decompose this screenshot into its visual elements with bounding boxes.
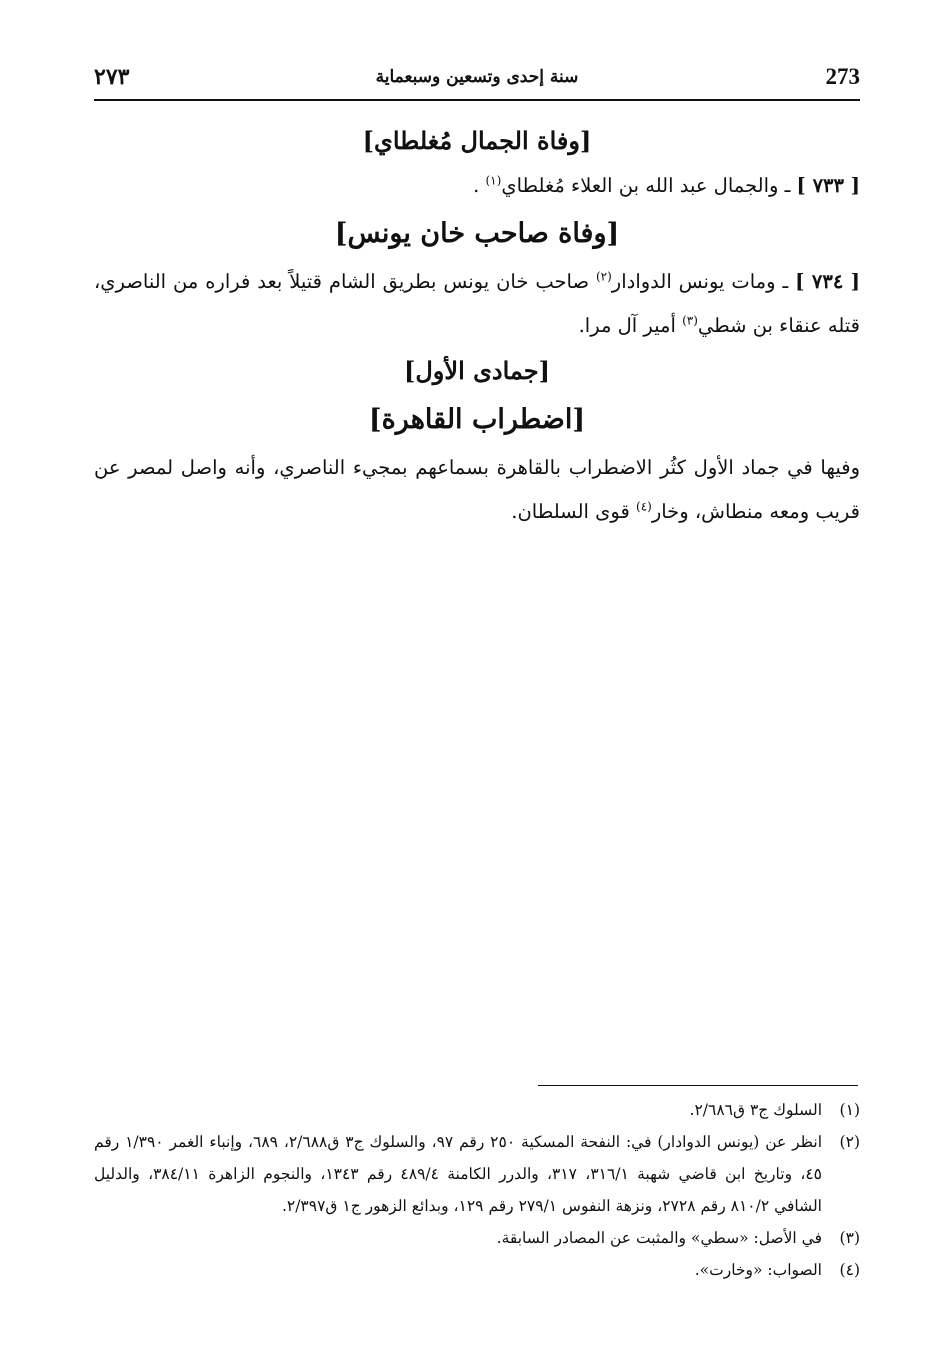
paragraph-text: قوى السلطان.	[511, 500, 630, 523]
footnote-marker[interactable]: (١)	[485, 173, 502, 188]
footnotes	[94, 1094, 860, 1286]
section-heading: [وفاة الجمال مُغلطاي]	[362, 126, 592, 155]
paragraph-text: وفيها في جماد الأول كثُر الاضطراب بالقاهرة بسماعهم بمجيء الناصري، وأنه واصل لمصر عن قريب ومعه منطاش، وخار	[94, 456, 860, 523]
footnote-marker[interactable]: (٢)	[595, 269, 612, 284]
footnote-number: (١)	[839, 1101, 860, 1119]
footnote-number: (٤)	[839, 1261, 860, 1279]
footnote-text: الصواب: «وخارت».	[694, 1261, 822, 1279]
running-title: سنة إحدى وتسعين وسبعماية	[375, 67, 579, 87]
page-number-arabic: ٢٧٣	[94, 64, 130, 90]
footnote-rule	[538, 1085, 858, 1086]
footnote-number: (٣)	[839, 1229, 860, 1247]
entry-paragraph	[94, 260, 860, 348]
header-rule	[94, 99, 860, 101]
section-heading: [وفاة صاحب خان يونس]	[334, 218, 620, 249]
body-paragraph	[94, 446, 860, 534]
section-heading: [اضطراب القاهرة]	[368, 404, 586, 435]
entry-text: أمير آل مرا.	[578, 314, 676, 337]
footnote-item	[94, 1126, 860, 1222]
footnote-item	[94, 1254, 860, 1286]
section-heading: [جمادى الأول]	[404, 356, 550, 385]
footnote-marker[interactable]: (٣)	[682, 313, 698, 328]
entry-number: [ ٧٣٤ ]	[795, 270, 861, 293]
footnote-text: السلوك ج٣ ق٢/٦٨٦.	[689, 1101, 822, 1119]
page-number-latin: 273	[825, 64, 860, 89]
entry-text-end: .	[473, 174, 480, 197]
footnote-item	[94, 1222, 860, 1254]
footnote-number: (٢)	[839, 1133, 860, 1151]
entry-number: [ ٧٣٣ ]	[796, 174, 860, 197]
footnote-text: انظر عن (يونس الدوادار) في: النفحة المسكية ٢٥٠ رقم ٩٧، والسلوك ج٣ ق٢/٦٨٨، ٦٨٩، وإنباء الغمر ١/٣٩٠ رقم ٤٥، وتاريخ ابن قاضي شهبة ٣١٦/١، ٣١٧، والدرر الكامنة ٤٨٩/٤ رقم ١٣٤٣، والنجوم الزاهرة ٣٨٤/١١، والدليل الشافي ٨١٠/٢ رقم ٢٧٢٨، ونزهة النفوس ٢٧٩/١ رقم ١٢٩، وبدائع الزهور ج١ ق٢/٣٩٧.	[94, 1133, 823, 1215]
running-header	[94, 58, 860, 98]
footnote-text: في الأصل: «سطي» والمثبت عن المصادر السابقة.	[496, 1229, 822, 1247]
main-text	[94, 118, 860, 534]
footnote-marker[interactable]: (٤)	[636, 499, 652, 514]
entry-text: ـ ومات يونس الدوادار	[611, 270, 789, 293]
entry-paragraph	[94, 164, 860, 208]
entry-text: صاحب خان يونس بطريق الشام قتيلاً بعد فراره من الناصري، قتله عنقاء بن شطي	[94, 270, 860, 337]
footnote-item	[94, 1094, 860, 1126]
entry-text: ـ والجمال عبد الله بن العلاء مُغلطاي	[501, 174, 791, 197]
